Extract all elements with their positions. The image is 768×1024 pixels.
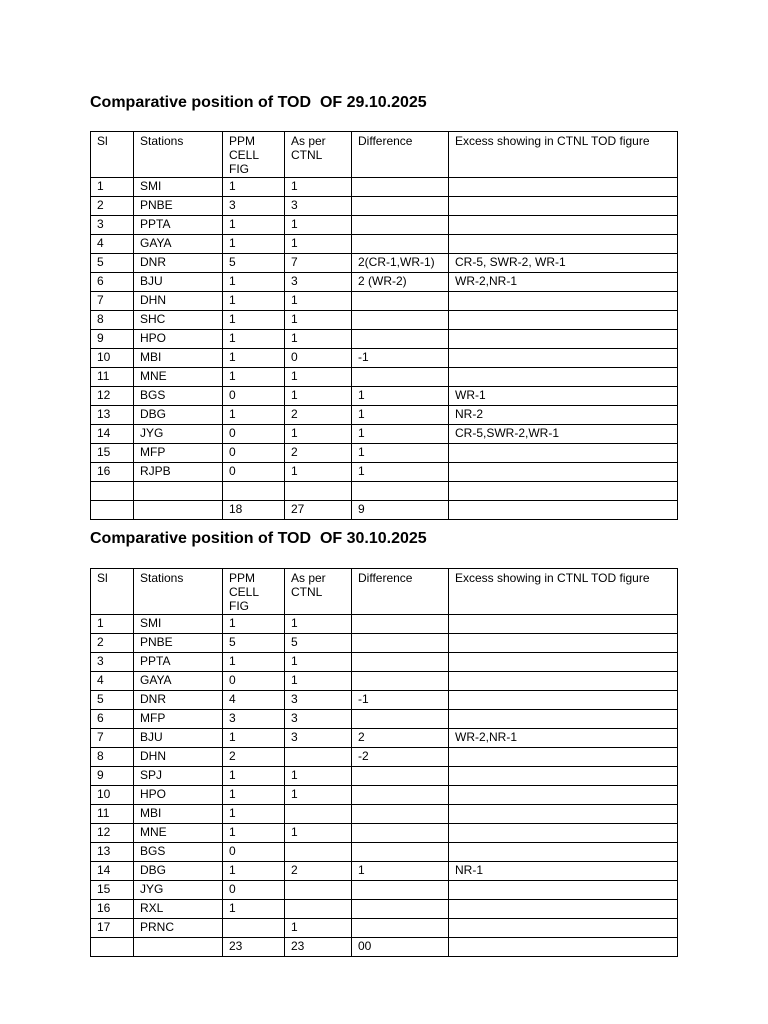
cell-difference (352, 197, 449, 216)
cell-station: SMI (134, 615, 223, 634)
cell-ppm-cell-fig: 0 (223, 387, 285, 406)
cell-sl (91, 938, 134, 957)
cell-station: RXL (134, 900, 223, 919)
cell-station: BGS (134, 387, 223, 406)
cell-ppm-cell-fig: 3 (223, 710, 285, 729)
cell-station (134, 501, 223, 520)
cell-as-per-ctnl: 1 (285, 615, 352, 634)
table-row (91, 463, 678, 482)
cell-excess-ctnl (449, 178, 678, 197)
cell-excess-ctnl (449, 919, 678, 938)
cell-station: MNE (134, 368, 223, 387)
cell-excess-ctnl (449, 938, 678, 957)
cell-difference (352, 805, 449, 824)
cell-difference (352, 292, 449, 311)
cell-difference: -2 (352, 748, 449, 767)
cell-as-per-ctnl: 2 (285, 862, 352, 881)
cell-excess-ctnl (449, 444, 678, 463)
cell-as-per-ctnl: 5 (285, 634, 352, 653)
table-row (91, 691, 678, 710)
cell-as-per-ctnl (285, 843, 352, 862)
cell-ppm-cell-fig: 0 (223, 672, 285, 691)
table-header-row (91, 569, 678, 615)
cell-excess-ctnl: NR-1 (449, 862, 678, 881)
cell-difference: -1 (352, 691, 449, 710)
table-row (91, 653, 678, 672)
cell-ppm-cell-fig: 0 (223, 463, 285, 482)
cell-ppm-cell-fig: 18 (223, 501, 285, 520)
cell-as-per-ctnl: 1 (285, 672, 352, 691)
table-2-title: Comparative position of TOD OF 30.10.2025 (90, 530, 427, 547)
cell-station: HPO (134, 786, 223, 805)
cell-excess-ctnl (449, 216, 678, 235)
table-row (91, 311, 678, 330)
cell-excess-ctnl (449, 710, 678, 729)
cell-ppm-cell-fig: 5 (223, 254, 285, 273)
cell-station: SPJ (134, 767, 223, 786)
table-row (91, 368, 678, 387)
cell-ppm-cell-fig: 1 (223, 349, 285, 368)
table-row (91, 273, 678, 292)
cell-sl (91, 482, 134, 501)
cell-as-per-ctnl (285, 482, 352, 501)
column-header-difference: Difference (352, 569, 449, 615)
cell-ppm-cell-fig: 1 (223, 729, 285, 748)
cell-difference: 9 (352, 501, 449, 520)
cell-ppm-cell-fig: 5 (223, 634, 285, 653)
cell-ppm-cell-fig: 1 (223, 178, 285, 197)
table-row (91, 235, 678, 254)
cell-sl: 11 (91, 368, 134, 387)
cell-sl: 2 (91, 634, 134, 653)
cell-difference: 1 (352, 387, 449, 406)
tod-table-29-10-2025 (90, 131, 678, 520)
cell-ppm-cell-fig: 1 (223, 767, 285, 786)
cell-difference (352, 919, 449, 938)
cell-excess-ctnl (449, 501, 678, 520)
cell-station: DBG (134, 406, 223, 425)
cell-excess-ctnl (449, 843, 678, 862)
table-row (91, 672, 678, 691)
column-header-station: Stations (134, 132, 223, 178)
cell-as-per-ctnl: 23 (285, 938, 352, 957)
table-row (91, 729, 678, 748)
cell-sl: 13 (91, 843, 134, 862)
cell-as-per-ctnl: 3 (285, 197, 352, 216)
cell-difference: 2(CR-1,WR-1) (352, 254, 449, 273)
table-row (91, 406, 678, 425)
cell-as-per-ctnl: 2 (285, 406, 352, 425)
cell-ppm-cell-fig (223, 919, 285, 938)
cell-as-per-ctnl: 1 (285, 767, 352, 786)
cell-difference: 1 (352, 425, 449, 444)
table-row (91, 748, 678, 767)
cell-ppm-cell-fig: 1 (223, 862, 285, 881)
cell-ppm-cell-fig: 1 (223, 235, 285, 254)
cell-station: JYG (134, 425, 223, 444)
cell-as-per-ctnl: 1 (285, 824, 352, 843)
cell-station: DHN (134, 748, 223, 767)
cell-excess-ctnl (449, 805, 678, 824)
cell-station: MNE (134, 824, 223, 843)
table-row (91, 444, 678, 463)
cell-excess-ctnl (449, 292, 678, 311)
cell-station: SMI (134, 178, 223, 197)
cell-sl: 11 (91, 805, 134, 824)
cell-sl: 2 (91, 197, 134, 216)
cell-difference: 2 (WR-2) (352, 273, 449, 292)
cell-sl: 16 (91, 463, 134, 482)
cell-difference: 1 (352, 862, 449, 881)
table-row (91, 387, 678, 406)
cell-difference (352, 216, 449, 235)
cell-difference (352, 615, 449, 634)
cell-as-per-ctnl: 3 (285, 729, 352, 748)
cell-difference: 1 (352, 444, 449, 463)
cell-excess-ctnl (449, 349, 678, 368)
cell-excess-ctnl: WR-2,NR-1 (449, 729, 678, 748)
column-header-station: Stations (134, 569, 223, 615)
table-row (91, 254, 678, 273)
table-row (91, 710, 678, 729)
table-row (91, 292, 678, 311)
cell-excess-ctnl: WR-1 (449, 387, 678, 406)
table-row (91, 349, 678, 368)
cell-sl: 5 (91, 691, 134, 710)
cell-difference: 1 (352, 463, 449, 482)
cell-sl: 8 (91, 311, 134, 330)
cell-as-per-ctnl: 1 (285, 653, 352, 672)
cell-difference (352, 881, 449, 900)
cell-sl: 10 (91, 349, 134, 368)
cell-station: PRNC (134, 919, 223, 938)
cell-difference (352, 786, 449, 805)
column-header-ppm-cell-fig: PPM CELL FIG (223, 569, 285, 615)
cell-sl: 12 (91, 824, 134, 843)
cell-difference (352, 330, 449, 349)
cell-station (134, 482, 223, 501)
cell-sl: 12 (91, 387, 134, 406)
cell-as-per-ctnl: 1 (285, 311, 352, 330)
cell-excess-ctnl (449, 615, 678, 634)
cell-as-per-ctnl: 3 (285, 273, 352, 292)
table-row (91, 900, 678, 919)
cell-as-per-ctnl: 2 (285, 444, 352, 463)
cell-difference: 00 (352, 938, 449, 957)
cell-station: HPO (134, 330, 223, 349)
cell-station: DBG (134, 862, 223, 881)
cell-as-per-ctnl: 1 (285, 330, 352, 349)
table-row (91, 501, 678, 520)
cell-difference (352, 368, 449, 387)
cell-excess-ctnl (449, 235, 678, 254)
cell-ppm-cell-fig: 1 (223, 406, 285, 425)
cell-station: DNR (134, 691, 223, 710)
cell-excess-ctnl (449, 767, 678, 786)
cell-difference (352, 235, 449, 254)
column-header-difference: Difference (352, 132, 449, 178)
cell-sl: 15 (91, 881, 134, 900)
cell-ppm-cell-fig: 1 (223, 273, 285, 292)
cell-ppm-cell-fig: 1 (223, 615, 285, 634)
cell-excess-ctnl (449, 330, 678, 349)
cell-as-per-ctnl: 1 (285, 425, 352, 444)
cell-as-per-ctnl (285, 805, 352, 824)
cell-difference: 1 (352, 406, 449, 425)
cell-as-per-ctnl: 0 (285, 349, 352, 368)
cell-sl: 16 (91, 900, 134, 919)
cell-difference (352, 900, 449, 919)
cell-station: PPTA (134, 653, 223, 672)
cell-as-per-ctnl: 7 (285, 254, 352, 273)
cell-difference (352, 824, 449, 843)
cell-station: GAYA (134, 235, 223, 254)
cell-excess-ctnl (449, 900, 678, 919)
cell-sl: 1 (91, 615, 134, 634)
cell-excess-ctnl (449, 368, 678, 387)
cell-station (134, 938, 223, 957)
table-row (91, 615, 678, 634)
cell-ppm-cell-fig: 1 (223, 216, 285, 235)
table-row (91, 330, 678, 349)
cell-excess-ctnl (449, 881, 678, 900)
cell-difference (352, 710, 449, 729)
cell-difference (352, 178, 449, 197)
table-row (91, 425, 678, 444)
cell-sl: 1 (91, 178, 134, 197)
cell-as-per-ctnl: 1 (285, 919, 352, 938)
cell-station: BJU (134, 273, 223, 292)
cell-sl: 3 (91, 216, 134, 235)
cell-sl: 4 (91, 235, 134, 254)
cell-sl: 14 (91, 862, 134, 881)
cell-station: MFP (134, 444, 223, 463)
cell-excess-ctnl: CR-5,SWR-2,WR-1 (449, 425, 678, 444)
table-row (91, 843, 678, 862)
cell-station: MFP (134, 710, 223, 729)
cell-station: MBI (134, 349, 223, 368)
cell-station: RJPB (134, 463, 223, 482)
cell-as-per-ctnl: 1 (285, 368, 352, 387)
cell-sl: 14 (91, 425, 134, 444)
cell-excess-ctnl (449, 482, 678, 501)
cell-sl: 7 (91, 292, 134, 311)
cell-as-per-ctnl: 1 (285, 178, 352, 197)
cell-sl: 5 (91, 254, 134, 273)
table-row (91, 634, 678, 653)
table-row (91, 178, 678, 197)
cell-difference (352, 311, 449, 330)
cell-station: PPTA (134, 216, 223, 235)
cell-ppm-cell-fig: 1 (223, 368, 285, 387)
cell-difference (352, 482, 449, 501)
cell-station: JYG (134, 881, 223, 900)
table-row (91, 919, 678, 938)
table-row (91, 786, 678, 805)
cell-excess-ctnl (449, 311, 678, 330)
cell-ppm-cell-fig: 1 (223, 653, 285, 672)
cell-ppm-cell-fig: 0 (223, 444, 285, 463)
cell-ppm-cell-fig: 0 (223, 843, 285, 862)
cell-as-per-ctnl (285, 748, 352, 767)
cell-difference (352, 653, 449, 672)
table-1-title: Comparative position of TOD OF 29.10.2025 (90, 94, 427, 111)
cell-excess-ctnl (449, 653, 678, 672)
cell-ppm-cell-fig: 1 (223, 786, 285, 805)
cell-ppm-cell-fig: 1 (223, 311, 285, 330)
cell-ppm-cell-fig: 0 (223, 425, 285, 444)
column-header-ppm-cell-fig: PPM CELL FIG (223, 132, 285, 178)
table-row (91, 197, 678, 216)
table-row (91, 824, 678, 843)
cell-ppm-cell-fig: 3 (223, 197, 285, 216)
cell-excess-ctnl (449, 748, 678, 767)
cell-excess-ctnl (449, 786, 678, 805)
table-row (91, 482, 678, 501)
cell-difference: 2 (352, 729, 449, 748)
column-header-excess-ctnl: Excess showing in CTNL TOD figure (449, 132, 678, 178)
cell-difference: -1 (352, 349, 449, 368)
cell-as-per-ctnl (285, 900, 352, 919)
cell-sl: 9 (91, 330, 134, 349)
cell-ppm-cell-fig: 1 (223, 900, 285, 919)
cell-excess-ctnl (449, 691, 678, 710)
cell-excess-ctnl (449, 824, 678, 843)
cell-ppm-cell-fig: 1 (223, 292, 285, 311)
cell-sl (91, 501, 134, 520)
cell-excess-ctnl: WR-2,NR-1 (449, 273, 678, 292)
cell-sl: 15 (91, 444, 134, 463)
table-row (91, 216, 678, 235)
cell-station: BJU (134, 729, 223, 748)
cell-difference (352, 634, 449, 653)
cell-ppm-cell-fig: 0 (223, 881, 285, 900)
cell-excess-ctnl: NR-2 (449, 406, 678, 425)
cell-ppm-cell-fig: 23 (223, 938, 285, 957)
cell-sl: 3 (91, 653, 134, 672)
column-header-as-per-ctnl: As per CTNL (285, 569, 352, 615)
cell-station: GAYA (134, 672, 223, 691)
cell-sl: 7 (91, 729, 134, 748)
cell-station: DHN (134, 292, 223, 311)
cell-excess-ctnl (449, 672, 678, 691)
cell-as-per-ctnl: 3 (285, 691, 352, 710)
table-header-row (91, 132, 678, 178)
column-header-excess-ctnl: Excess showing in CTNL TOD figure (449, 569, 678, 615)
table-row (91, 881, 678, 900)
cell-as-per-ctnl: 1 (285, 387, 352, 406)
column-header-sl: Sl (91, 569, 134, 615)
cell-station: SHC (134, 311, 223, 330)
cell-ppm-cell-fig: 1 (223, 805, 285, 824)
cell-sl: 6 (91, 710, 134, 729)
cell-sl: 8 (91, 748, 134, 767)
cell-as-per-ctnl: 3 (285, 710, 352, 729)
cell-sl: 17 (91, 919, 134, 938)
cell-station: PNBE (134, 197, 223, 216)
tod-table-30-10-2025 (90, 568, 678, 957)
column-header-as-per-ctnl: As per CTNL (285, 132, 352, 178)
table-row (91, 862, 678, 881)
cell-station: MBI (134, 805, 223, 824)
cell-sl: 9 (91, 767, 134, 786)
cell-sl: 13 (91, 406, 134, 425)
cell-as-per-ctnl (285, 881, 352, 900)
table-row (91, 767, 678, 786)
cell-difference (352, 843, 449, 862)
cell-as-per-ctnl: 1 (285, 292, 352, 311)
cell-as-per-ctnl: 1 (285, 216, 352, 235)
cell-as-per-ctnl: 27 (285, 501, 352, 520)
cell-sl: 10 (91, 786, 134, 805)
cell-ppm-cell-fig: 1 (223, 330, 285, 349)
cell-difference (352, 672, 449, 691)
cell-as-per-ctnl: 1 (285, 786, 352, 805)
cell-sl: 6 (91, 273, 134, 292)
cell-station: BGS (134, 843, 223, 862)
cell-sl: 4 (91, 672, 134, 691)
cell-station: DNR (134, 254, 223, 273)
cell-as-per-ctnl: 1 (285, 463, 352, 482)
cell-excess-ctnl (449, 197, 678, 216)
table-row (91, 805, 678, 824)
cell-ppm-cell-fig: 4 (223, 691, 285, 710)
cell-station: PNBE (134, 634, 223, 653)
cell-as-per-ctnl: 1 (285, 235, 352, 254)
cell-ppm-cell-fig: 1 (223, 824, 285, 843)
cell-excess-ctnl: CR-5, SWR-2, WR-1 (449, 254, 678, 273)
column-header-sl: Sl (91, 132, 134, 178)
cell-ppm-cell-fig (223, 482, 285, 501)
cell-excess-ctnl (449, 634, 678, 653)
cell-excess-ctnl (449, 463, 678, 482)
cell-ppm-cell-fig: 2 (223, 748, 285, 767)
table-row (91, 938, 678, 957)
cell-difference (352, 767, 449, 786)
